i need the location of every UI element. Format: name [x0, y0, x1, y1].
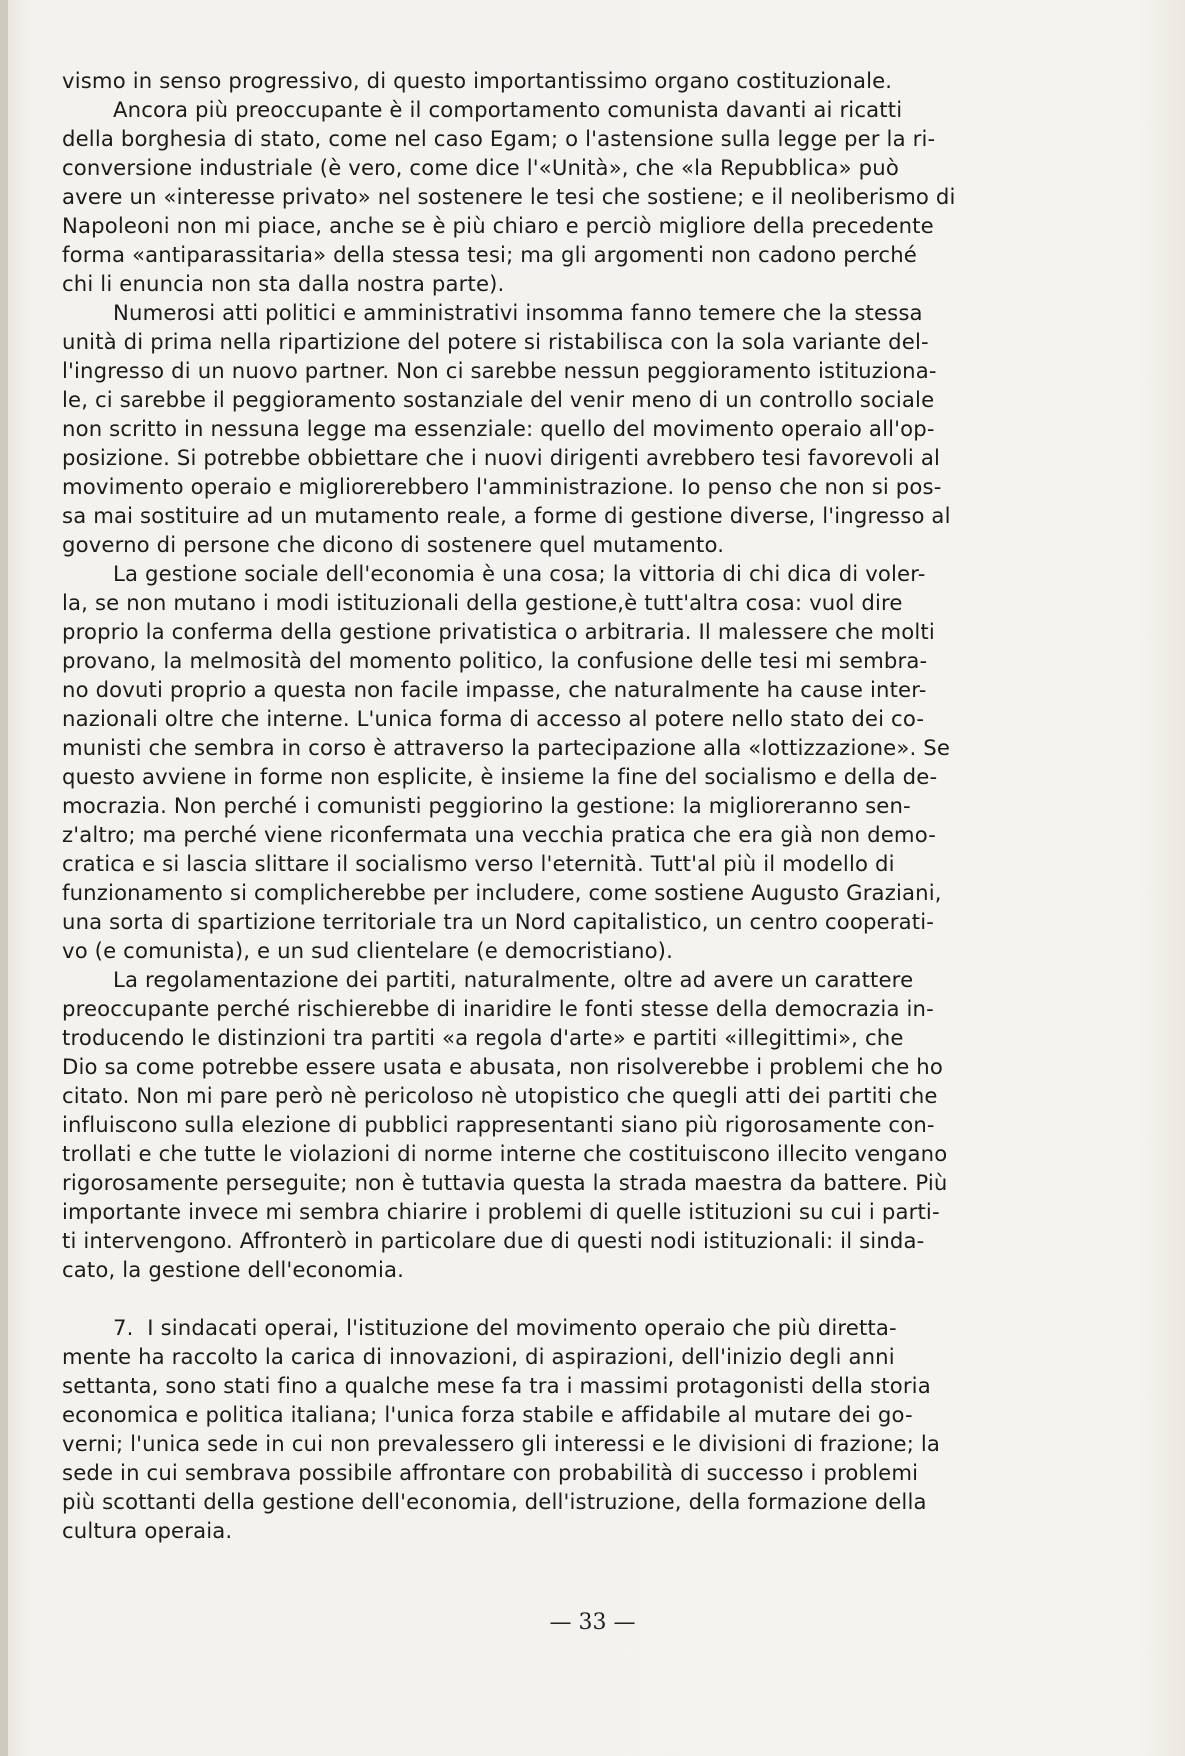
- text-line: preoccupante perché rischierebbe di inaridire le fonti stesse della democrazia in-: [62, 996, 934, 1021]
- page-number: — 33 —: [549, 1610, 636, 1635]
- text-line: rigorosamente perseguite; non è tuttavia questa la strada maestra da battere. Più: [62, 1170, 948, 1195]
- text-line: z'altro; ma perché viene riconfermata una vecchia pratica che era già non demo-: [62, 822, 936, 847]
- text-line: La regolamentazione dei partiti, naturalmente, oltre ad avere un carattere: [113, 967, 914, 992]
- text-line: Napoleoni non mi piace, anche se è più chiaro e perciò migliore della precedente: [62, 213, 934, 238]
- text-line: della borghesia di stato, come nel caso Egam; o l'astensione sulla legge per la ri-: [62, 126, 936, 151]
- text-line: Dio sa come potrebbe essere usata e abusata, non risolverebbe i problemi che ho: [62, 1054, 943, 1079]
- text-line: economica e politica italiana; l'unica forza stabile e affidabile al mutare dei go-: [62, 1402, 913, 1427]
- text-line: non scritto in nessuna legge ma essenziale: quello del movimento operaio all'op-: [62, 416, 935, 441]
- text-line: unità di prima nella ripartizione del potere si ristabilisca con la sola variante del-: [62, 329, 929, 354]
- text-line: questo avviene in forme non esplicite, è insieme la fine del socialismo e della de-: [62, 764, 938, 789]
- body-text: [62, 66, 1185, 1545]
- text-line: governo di persone che dicono di sostenere quel mutamento.: [62, 532, 725, 557]
- text-line: l'ingresso di un nuovo partner. Non ci sarebbe nessun peggioramento istituziona-: [62, 358, 937, 383]
- text-line: provano, la melmosità del momento politico, la confusione delle tesi mi sembra-: [62, 648, 928, 673]
- text-line: nazionali oltre che interne. L'unica forma di accesso al potere nello stato dei co-: [62, 706, 925, 731]
- text-line: 7. I sindacati operai, l'istituzione del movimento operaio che più diretta-: [113, 1315, 897, 1340]
- text-line: mocrazia. Non perché i comunisti peggiorino la gestione: la miglioreranno sen-: [62, 793, 911, 818]
- text-line: mente ha raccolto la carica di innovazioni, di aspirazioni, dell'inizio degli anni: [62, 1344, 895, 1369]
- text-line: Numerosi atti politici e amministrativi insomma fanno temere che la stessa: [113, 300, 923, 325]
- text-line: cultura operaia.: [62, 1518, 233, 1543]
- text-line: Ancora più preoccupante è il comportamento comunista davanti ai ricatti: [113, 97, 903, 122]
- text-line: forma «antiparassitaria» della stessa tesi; ma gli argomenti non cadono perché: [62, 242, 917, 267]
- text-line: vismo in senso progressivo, di questo importantissimo organo costituzionale.: [62, 68, 893, 93]
- text-line: conversione industriale (è vero, come dice l'«Unità», che «la Repubblica» può: [62, 155, 899, 180]
- text-line: chi li enuncia non sta dalla nostra parte).: [62, 271, 505, 296]
- paragraph-gap: [62, 1284, 1185, 1313]
- text-line: funzionamento si complicherebbe per includere, come sostiene Augusto Graziani,: [62, 880, 942, 905]
- text-line: avere un «interesse privato» nel sostenere le tesi che sostiene; e il neoliberismo di: [62, 184, 956, 209]
- text-line: proprio la conferma della gestione privatistica o arbitraria. Il malessere che molti: [62, 619, 935, 644]
- text-line: vo (e comunista), e un sud clientelare (e democristiano).: [62, 938, 673, 963]
- text-line: movimento operaio e migliorerebbero l'amministrazione. Io penso che non si pos-: [62, 474, 942, 499]
- text-line: le, ci sarebbe il peggioramento sostanziale del venir meno di un controllo sociale: [62, 387, 935, 412]
- text-line: più scottanti della gestione dell'economia, dell'istruzione, della formazione della: [62, 1489, 927, 1514]
- text-line: sa mai sostituire ad un mutamento reale, a forme di gestione diverse, l'ingresso al: [62, 503, 951, 528]
- text-line: trollati e che tutte le violazioni di norme interne che costituiscono illecito vengano: [62, 1141, 948, 1166]
- text-line: importante invece mi sembra chiarire i problemi di quelle istituzioni su cui i parti-: [62, 1199, 940, 1224]
- text-line: verni; l'unica sede in cui non prevalessero gli interessi e le divisioni di frazione; la: [62, 1431, 941, 1456]
- text-line: troducendo le distinzioni tra partiti «a regola d'arte» e partiti «illegittimi», che: [62, 1025, 904, 1050]
- text-line: ti intervengono. Affronterò in particolare due di questi nodi istituzionali: il sinda-: [62, 1228, 925, 1253]
- text-line: posizione. Si potrebbe obbiettare che i nuovi dirigenti avrebbero tesi favorevoli al: [62, 445, 940, 470]
- text-line: no dovuti proprio a questa non facile impasse, che naturalmente ha cause inter-: [62, 677, 927, 702]
- text-line: settanta, sono stati fino a qualche mese fa tra i massimi protagonisti della storia: [62, 1373, 931, 1398]
- text-line: citato. Non mi pare però nè pericoloso nè utopistico che quegli atti dei partiti che: [62, 1083, 938, 1108]
- text-line: cato, la gestione dell'economia.: [62, 1257, 405, 1282]
- page-edge-shadow: [0, 0, 8, 1756]
- text-line: una sorta di spartizione territoriale tra un Nord capitalistico, un centro cooperati-: [62, 909, 935, 934]
- text-line: la, se non mutano i modi istituzionali della gestione,è tutt'altra cosa: vuol dire: [62, 590, 903, 615]
- text-line: cratica e si lascia slittare il socialismo verso l'eternità. Tutt'al più il modello di: [62, 851, 895, 876]
- text-line: La gestione sociale dell'economia è una cosa; la vittoria di chi dica di voler-: [113, 561, 926, 586]
- text-line: influiscono sulla elezione di pubblici rappresentanti siano più rigorosamente con-: [62, 1112, 935, 1137]
- text-line: munisti che sembra in corso è attraverso la partecipazione alla «lottizzazione». Se: [62, 735, 951, 760]
- text-line: sede in cui sembrava possibile affrontare con probabilità di successo i problemi: [62, 1460, 919, 1485]
